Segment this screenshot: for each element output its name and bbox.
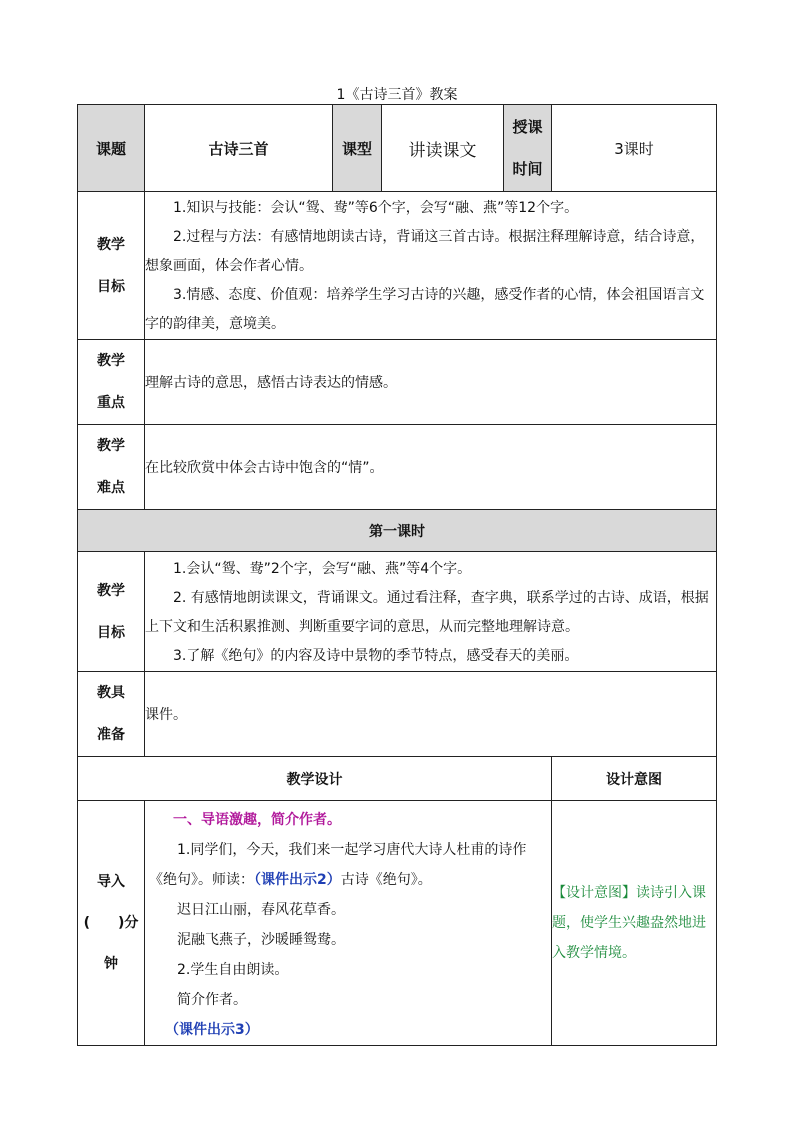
topic-label: 课题	[78, 105, 145, 192]
time-label-line-2: 时间	[512, 160, 543, 178]
courseware-ref-3: （课件出示3）	[165, 1022, 259, 1038]
lesson-goals-content	[145, 552, 717, 672]
goal-item: 3.情感、态度、价值观：培养学生学习古诗的兴趣，感受作者的心情，体会祖国语言文字的韵律美，意境美。	[145, 287, 705, 332]
time-label-line-1: 授课	[512, 118, 543, 136]
goals-label	[78, 192, 145, 340]
goal-item: 2.过程与方法：有感情地朗读古诗，背诵这三首古诗。根据注释理解诗意，结合诗意，想象画面，体会作者心情。	[145, 229, 705, 274]
lesson-goals-label-line-2: 目标	[97, 624, 125, 641]
goals-label-line-1: 教学	[97, 236, 125, 253]
tools-label	[78, 672, 145, 757]
lesson-goals-label	[78, 552, 145, 672]
lead-in-heading: 一、导语激趣，简介作者。	[173, 812, 341, 828]
difficulties-label	[78, 425, 145, 510]
step-1-text: 1.同学们，今天，我们来一起学习唐代大诗人杜甫的诗作《绝句》。师读：	[149, 842, 527, 888]
time-label	[504, 105, 552, 192]
type-value: 讲读课文	[382, 105, 504, 192]
key-points-text: 理解古诗的意思，感悟古诗表达的情感。	[145, 340, 717, 425]
difficulties-row	[78, 425, 717, 510]
design-column-header: 教学设计	[78, 757, 552, 801]
lead-in-label	[78, 801, 145, 1046]
lesson-goals-label-line-1: 教学	[97, 582, 125, 599]
key-points-label-line-1: 教学	[97, 353, 125, 369]
tools-label-line-2: 准备	[97, 727, 125, 743]
goals-content	[145, 192, 717, 340]
type-label: 课型	[333, 105, 382, 192]
goal-item: 1.知识与技能：会认“鸳、鸯”等6个字，会写“融、燕”等12个字。	[173, 200, 579, 216]
lesson-goal-item: 1.会认“鸳、鸯”2个字，会写“融、燕”等4个字。	[173, 561, 472, 577]
intent-column-header: 设计意图	[552, 757, 717, 801]
lesson-goal-item: 3.了解《绝句》的内容及诗中景物的季节特点，感受春天的美丽。	[173, 648, 579, 664]
topic-value: 古诗三首	[145, 105, 333, 192]
lead-in-step-2: 2.学生自由朗读。	[177, 962, 289, 978]
intent-tag: 【设计意图】	[552, 885, 636, 901]
poem-line-2: 泥融飞燕子，沙暖睡鸳鸯。	[177, 932, 345, 948]
tools-label-line-1: 教具	[97, 685, 125, 701]
difficulties-label-line-1: 教学	[97, 438, 125, 454]
first-lesson-row	[78, 510, 717, 552]
tools-text: 课件。	[145, 672, 717, 757]
lead-in-content	[145, 801, 552, 1046]
difficulties-label-line-2: 难点	[97, 480, 125, 496]
intent-text: 读诗引入课题，使学生兴趣盎然地进入教学情境。	[552, 885, 706, 961]
lesson-goal-item: 2. 有感情地朗读课文，背诵课文。通过看注释，查字典，联系学过的古诗、成语，根据上下文和生活积累推测、判断重要字词的意思，从而完整地理解诗意。	[145, 590, 709, 635]
step-1-poem-title: 古诗《绝句》。	[340, 872, 432, 888]
tools-row	[78, 672, 717, 757]
first-lesson-title: 第一课时	[78, 510, 717, 552]
key-points-label	[78, 340, 145, 425]
time-value: 3课时	[552, 105, 717, 192]
courseware-ref-2: （课件出示2）	[254, 872, 341, 888]
lesson-plan-table	[77, 104, 717, 1046]
goals-label-line-2: 目标	[97, 278, 125, 295]
lead-in-step-1	[149, 835, 547, 895]
lead-in-step-3: 简介作者。	[177, 992, 247, 1008]
difficulties-text: 在比较欣赏中体会古诗中饱含的“情”。	[145, 425, 717, 510]
lesson-goals-row	[78, 552, 717, 672]
key-points-label-line-2: 重点	[97, 395, 125, 411]
key-points-row	[78, 340, 717, 425]
document-title: 1《古诗三首》教案	[336, 87, 458, 103]
lead-in-label-line-1: 导入	[97, 873, 125, 890]
lead-in-row	[78, 801, 717, 1046]
lead-in-label-line-2: ( )分	[83, 914, 139, 931]
design-header-row	[78, 757, 717, 801]
goals-row	[78, 192, 717, 340]
poem-line-1: 迟日江山丽，春风花草香。	[177, 902, 345, 918]
design-intent-content	[552, 801, 717, 1046]
header-row	[78, 105, 717, 192]
lead-in-label-line-3: 钟	[104, 955, 118, 972]
